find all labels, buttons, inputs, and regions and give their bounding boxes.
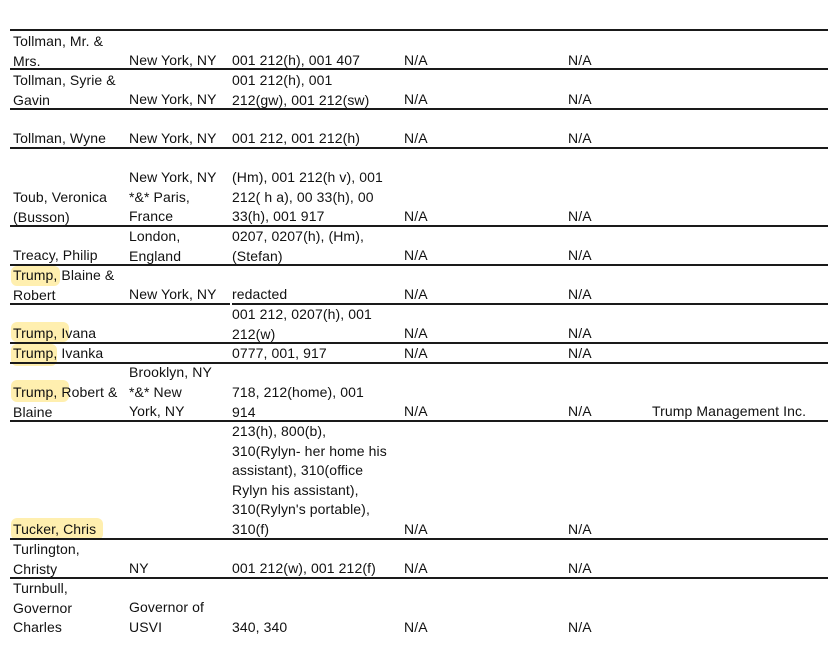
- table-cell-location: Brooklyn, NY *&* New York, NY: [129, 364, 212, 419]
- table-cell-phones: 001 212, 001 212(h): [232, 130, 361, 146]
- table-cell-name: Turnbull, Governor Charles: [13, 580, 73, 635]
- table-cell-name: Tollman, Syrie & Gavin: [13, 72, 116, 108]
- table-cell-na: N/A: [404, 325, 428, 341]
- table-cell-location: New York, NY: [129, 286, 217, 302]
- table-cell-name: Trump, Robert & Blaine: [13, 384, 118, 420]
- table-cell-na: N/A: [568, 247, 592, 263]
- table-cell-location: New York, NY: [129, 130, 217, 146]
- table-cell-name: Tollman, Wyne: [13, 130, 106, 146]
- table-cell-phones: 213(h), 800(b), 310(Rylyn- her home his assistant), 310(office Rylyn his assistant), 310(Rylyn's portable), 310(f): [232, 423, 387, 537]
- table-cell-name: Toub, Veronica (Busson): [13, 189, 108, 225]
- table-cell-na: N/A: [568, 91, 592, 107]
- table-cell-phones: 001 212, 0207(h), 001 212(w): [232, 306, 372, 342]
- table-cell-location: NY: [129, 560, 149, 576]
- table-cell-na: N/A: [568, 345, 592, 361]
- table-cell-na: N/A: [568, 560, 592, 576]
- table-cell-na: N/A: [404, 345, 428, 361]
- table-cell-na: N/A: [568, 325, 592, 341]
- table-top-rule: [10, 29, 828, 31]
- table-cell-name: Treacy, Philip: [13, 247, 98, 263]
- table-cell-na: N/A: [568, 521, 592, 537]
- table-cell-na: N/A: [568, 403, 592, 419]
- table-cell-na: N/A: [568, 619, 592, 635]
- table-cell-na: N/A: [404, 521, 428, 537]
- table-cell-na: N/A: [404, 560, 428, 576]
- table-cell-na: N/A: [404, 619, 428, 635]
- table-cell-na: N/A: [404, 130, 428, 146]
- table-cell-na: N/A: [568, 52, 592, 68]
- table-cell-na: N/A: [568, 286, 592, 302]
- table-cell-phones: 0207, 0207(h), (Hm), (Stefan): [232, 228, 364, 264]
- table-cell-na: N/A: [404, 286, 428, 302]
- table-cell-name: Tucker, Chris: [13, 521, 97, 537]
- table-cell-name: Turlington, Christy: [13, 541, 80, 577]
- table-cell-phones: redacted: [232, 286, 288, 302]
- table-cell-na: N/A: [404, 91, 428, 107]
- table-cell-na: N/A: [404, 208, 428, 224]
- table-cell-name: Trump, Ivana: [13, 325, 97, 341]
- table-cell-phones: 001 212(h), 001 212(gw), 001 212(sw): [232, 72, 370, 108]
- table-cell-organization: Trump Management Inc.: [652, 403, 807, 419]
- table-cell-phones: 001 212(h), 001 407: [232, 52, 361, 68]
- table-cell-location: New York, NY *&* Paris, France: [129, 169, 217, 224]
- table-cell-phones: 718, 212(home), 001 914: [232, 384, 364, 420]
- table-cell-phones: 0777, 001, 917: [232, 345, 327, 361]
- table-cell-phones: (Hm), 001 212(h v), 001 212( h a), 00 33(h), 00 33(h), 001 917: [232, 169, 383, 224]
- table-cell-name: Tollman, Mr. & Mrs.: [13, 33, 104, 69]
- table-cell-location: Governor of USVI: [129, 599, 205, 635]
- table-cell-name: Trump, Ivanka: [13, 345, 104, 361]
- table-cell-name: Trump, Blaine & Robert: [13, 267, 115, 303]
- table-cell-na: N/A: [404, 247, 428, 263]
- table-cell-location: London, England: [129, 228, 182, 264]
- table-cell-location: New York, NY: [129, 91, 217, 107]
- table-cell-na: N/A: [404, 403, 428, 419]
- table-cell-phones: 001 212(w), 001 212(f): [232, 560, 376, 576]
- table-cell-na: N/A: [568, 208, 592, 224]
- table-cell-na: N/A: [568, 130, 592, 146]
- table-cell-phones: 340, 340: [232, 619, 288, 635]
- table-cell-na: N/A: [404, 52, 428, 68]
- table-cell-location: New York, NY: [129, 52, 217, 68]
